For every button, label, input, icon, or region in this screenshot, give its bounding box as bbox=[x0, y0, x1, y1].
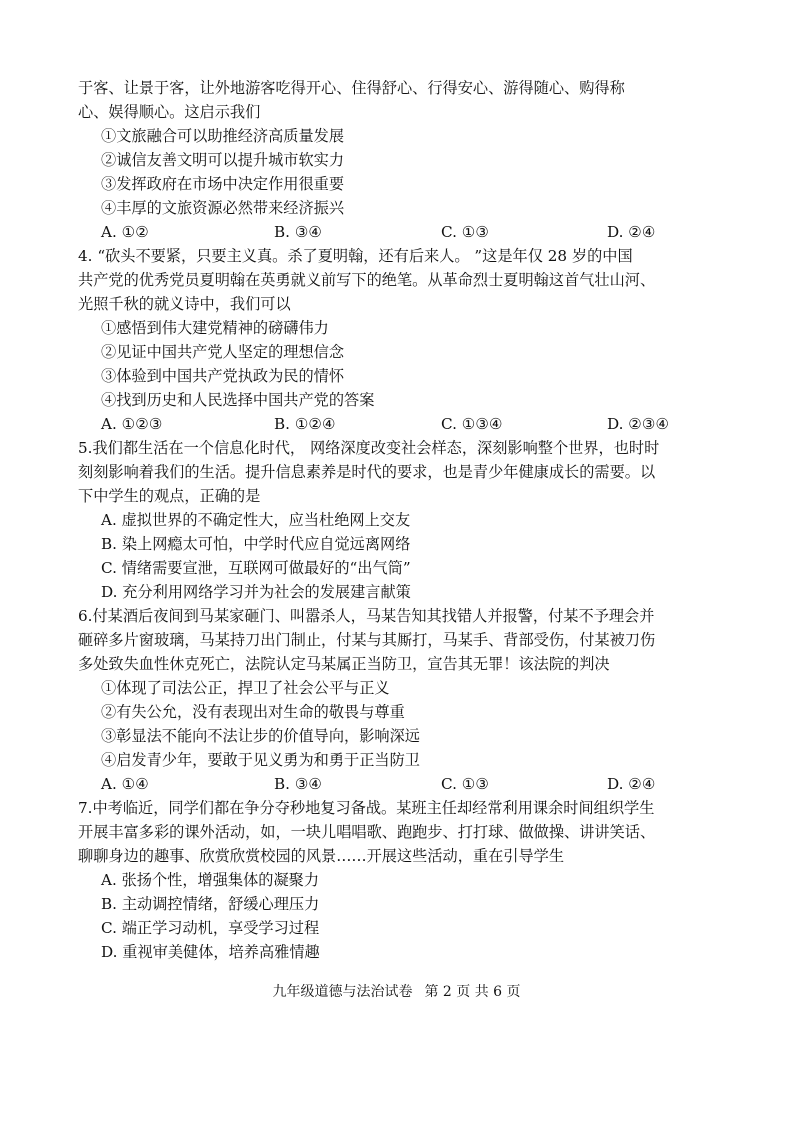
q4-statement-2: ②见证中国共产党人坚定的理想信念 bbox=[101, 343, 344, 361]
q7-text-line-3: 聊聊身边的趣事、欣赏欣赏校园的风景……开展这些活动，重在引导学生 bbox=[78, 847, 564, 865]
q6-text-line-2: 砸碎多片窗玻璃，马某持刀出门制止，付某与其厮打，马某手、背部受伤，付某被刀伤 bbox=[78, 631, 656, 649]
q4-statement-3: ③体验到中国共产党执政为民的情怀 bbox=[101, 367, 344, 385]
q6-statement-2: ②有失公允，没有表现出对生命的敬畏与尊重 bbox=[101, 703, 405, 721]
q7-text-line-1: 7.中考临近，同学们都在争分夺秒地复习备战。某班主任却经常利用课余时间组织学生 bbox=[78, 799, 655, 817]
q5-option-c[interactable]: C. 情绪需要宣泄，互联网可做最好的“出气筒” bbox=[101, 559, 411, 577]
q4-option-c[interactable]: C. ①③④ bbox=[441, 415, 503, 433]
q3-option-c[interactable]: C. ①③ bbox=[441, 223, 489, 241]
q7-option-b[interactable]: B. 主动调控情绪，舒缓心理压力 bbox=[101, 895, 320, 913]
q6-option-d[interactable]: D. ②④ bbox=[607, 775, 656, 793]
q6-text-line-3: 多处致失血性休克死亡，法院认定马某属正当防卫，宣告其无罪！该法院的判决 bbox=[78, 655, 610, 673]
q7-option-c[interactable]: C. 端正学习动机，享受学习过程 bbox=[101, 919, 320, 937]
q5-text-line-2: 刻刻影响着我们的生活。提升信息素养是时代的要求，也是青少年健康成长的需要。以 bbox=[78, 463, 656, 481]
q3-text-line-2: 心、娱得顺心。这启示我们 bbox=[78, 103, 261, 121]
q6-statement-4: ④启发青少年，要敢于见义勇为和勇于正当防卫 bbox=[101, 751, 420, 769]
q3-statement-4: ④丰厚的文旅资源必然带来经济振兴 bbox=[101, 199, 344, 217]
q3-statement-2: ②诚信友善文明可以提升城市软实力 bbox=[101, 151, 344, 169]
q6-option-a[interactable]: A. ①④ bbox=[101, 775, 149, 793]
q6-text-line-1: 6.付某酒后夜间到马某家砸门、叫嚣杀人，马某告知其找错人并报警，付某不予理会并 bbox=[78, 607, 655, 625]
q7-text-line-2: 开展丰富多彩的课外活动，如，一块儿唱唱歌、跑跑步、打打球、做做操、讲讲笑话、 bbox=[78, 823, 656, 841]
q4-options bbox=[101, 414, 701, 434]
q6-statement-3: ③彰显法不能向不法让步的价值导向，影响深远 bbox=[101, 727, 420, 745]
q3-option-d[interactable]: D. ②④ bbox=[607, 223, 656, 241]
q6-option-b[interactable]: B. ③④ bbox=[274, 775, 323, 793]
q5-text-line-1: 5.我们都生活在一个信息化时代， 网络深度改变社会样态，深刻影响整个世界，也时时 bbox=[78, 439, 660, 457]
q4-statement-1: ①感悟到伟大建党精神的磅礴伟力 bbox=[101, 319, 329, 337]
q5-option-d[interactable]: D. 充分利用网络学习并为社会的发展建言献策 bbox=[101, 583, 411, 601]
q4-text-line-2: 共产党的优秀党员夏明翰在英勇就义前写下的绝笔。从革命烈士夏明翰这首气壮山河、 bbox=[78, 271, 656, 289]
q4-option-a[interactable]: A. ①②③ bbox=[101, 415, 163, 433]
page-footer bbox=[0, 982, 793, 1002]
q3-statement-1: ①文旅融合可以助推经济高质量发展 bbox=[101, 127, 344, 145]
q6-option-c[interactable]: C. ①③ bbox=[441, 775, 489, 793]
q5-option-b[interactable]: B. 染上网瘾太可怕，中学时代应自觉远离网络 bbox=[101, 535, 411, 553]
q5-option-a[interactable]: A. 虚拟世界的不确定性大，应当杜绝网上交友 bbox=[101, 511, 411, 529]
q7-option-d[interactable]: D. 重视审美健体，培养高雅情趣 bbox=[101, 943, 320, 961]
q3-option-a[interactable]: A. ①② bbox=[101, 223, 149, 241]
q4-statement-4: ④找到历史和人民选择中国共产党的答案 bbox=[101, 391, 375, 409]
q7-option-a[interactable]: A. 张扬个性，增强集体的凝聚力 bbox=[101, 871, 320, 889]
q3-statement-3: ③发挥政府在市场中决定作用很重要 bbox=[101, 175, 344, 193]
q6-options bbox=[101, 774, 701, 794]
q4-text-line-3: 光照千秋的就义诗中，我们可以 bbox=[78, 295, 291, 313]
q6-statement-1: ①体现了司法公正，捍卫了社会公平与正义 bbox=[101, 679, 390, 697]
q3-option-b[interactable]: B. ③④ bbox=[274, 223, 323, 241]
q3-options bbox=[101, 222, 701, 242]
q4-option-d[interactable]: D. ②③④ bbox=[607, 415, 670, 433]
page-number: 第 2 页 共 6 页 bbox=[424, 984, 521, 1000]
q4-text-line-1: 4. “砍头不要紧，只要主义真。杀了夏明翰，还有后来人。 ”这是年仅 28 岁的中国 bbox=[78, 247, 633, 265]
q3-text-line-1: 于客、让景于客，让外地游客吃得开心、住得舒心、行得安心、游得随心、购得称 bbox=[78, 79, 625, 97]
q4-option-b[interactable]: B. ①②④ bbox=[274, 415, 336, 433]
q5-text-line-3: 下中学生的观点，正确的是 bbox=[78, 487, 261, 505]
exam-title: 九年级道德与法治试卷 bbox=[272, 984, 413, 1000]
